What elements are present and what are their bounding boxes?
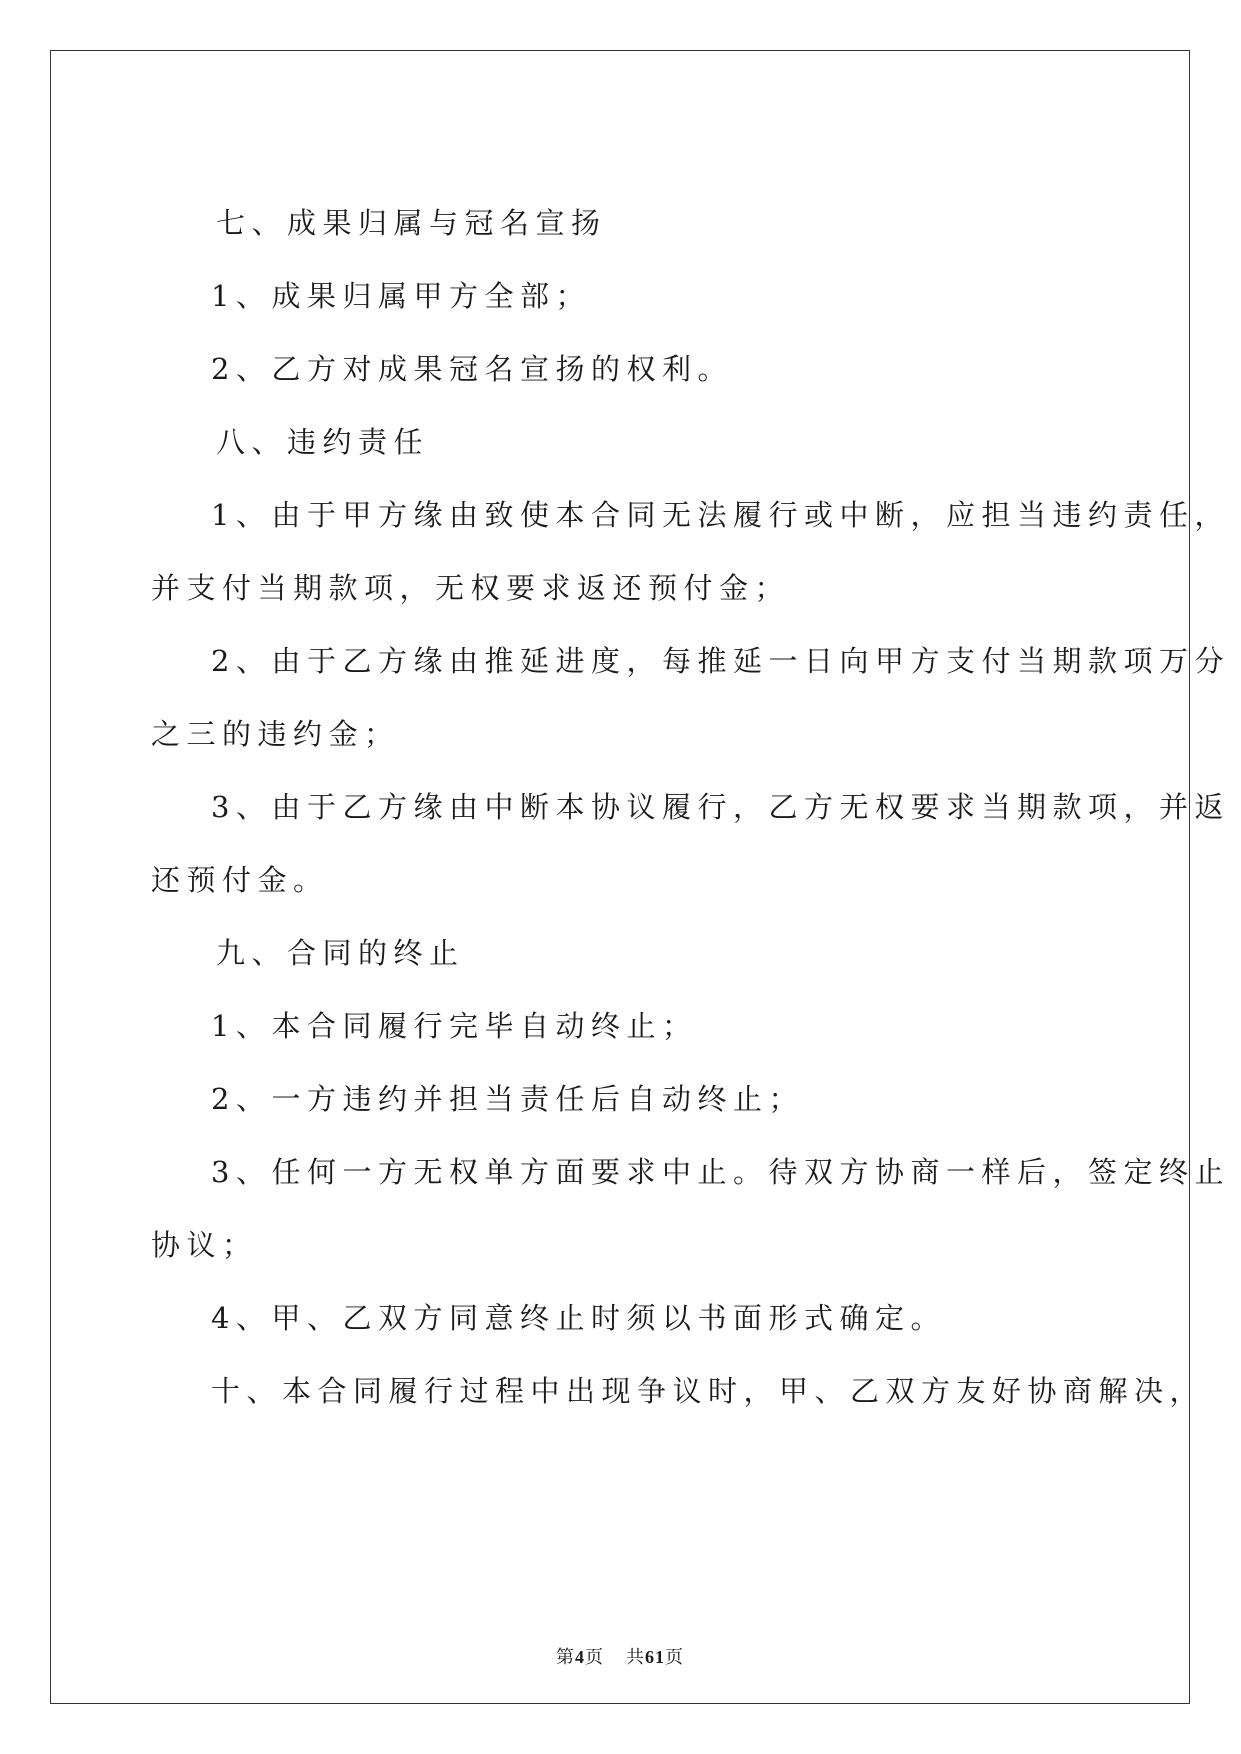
section-heading-10: 十、本合同履行过程中出现争议时，甲、乙双方友好协商解决， — [211, 1374, 1206, 1408]
paragraph-line: 协议； — [151, 1228, 258, 1262]
footer-prefix: 第 — [556, 1647, 575, 1667]
section-heading-8: 八、违约责任 — [216, 425, 430, 459]
paragraph-line: 2、一方违约并担当责任后自动终止； — [211, 1082, 804, 1116]
paragraph-line: 2、由于乙方缘由推延进度，每推延一日向甲方支付当期款项万分 — [211, 644, 1230, 678]
page-frame — [50, 50, 1230, 1704]
footer-total-prefix: 共 — [626, 1647, 645, 1667]
paragraph-line: 1、由于甲方缘由致使本合同无法履行或中断，应担当违约责任， — [211, 498, 1230, 532]
paragraph-line: 3、任何一方无权单方面要求中止。待双方协商一样后，签定终止 — [211, 1155, 1230, 1189]
page-footer — [51, 1643, 1189, 1669]
paragraph-line: 之三的违约金； — [151, 717, 400, 751]
current-page-number: 4 — [575, 1647, 585, 1667]
paragraph-line: 2、乙方对成果冠名宣扬的权利。 — [211, 352, 733, 386]
paragraph-line: 还预付金。 — [151, 863, 329, 897]
footer-page-suffix: 页 — [585, 1647, 604, 1667]
paragraph-line: 1、成果归属甲方全部； — [211, 279, 591, 313]
document-body — [51, 51, 1230, 1703]
paragraph-line: 4、甲、乙双方同意终止时须以书面形式确定。 — [211, 1301, 946, 1335]
footer-total-suffix: 页 — [665, 1647, 684, 1667]
paragraph-line: 并支付当期款项，无权要求返还预付金； — [151, 571, 791, 605]
total-page-number: 61 — [645, 1647, 665, 1667]
paragraph-line: 3、由于乙方缘由中断本协议履行，乙方无权要求当期款项，并返 — [211, 790, 1230, 824]
section-heading-9: 九、合同的终止 — [216, 936, 465, 970]
paragraph-line: 1、本合同履行完毕自动终止； — [211, 1009, 698, 1043]
section-heading-7: 七、成果归属与冠名宣扬 — [216, 206, 607, 240]
